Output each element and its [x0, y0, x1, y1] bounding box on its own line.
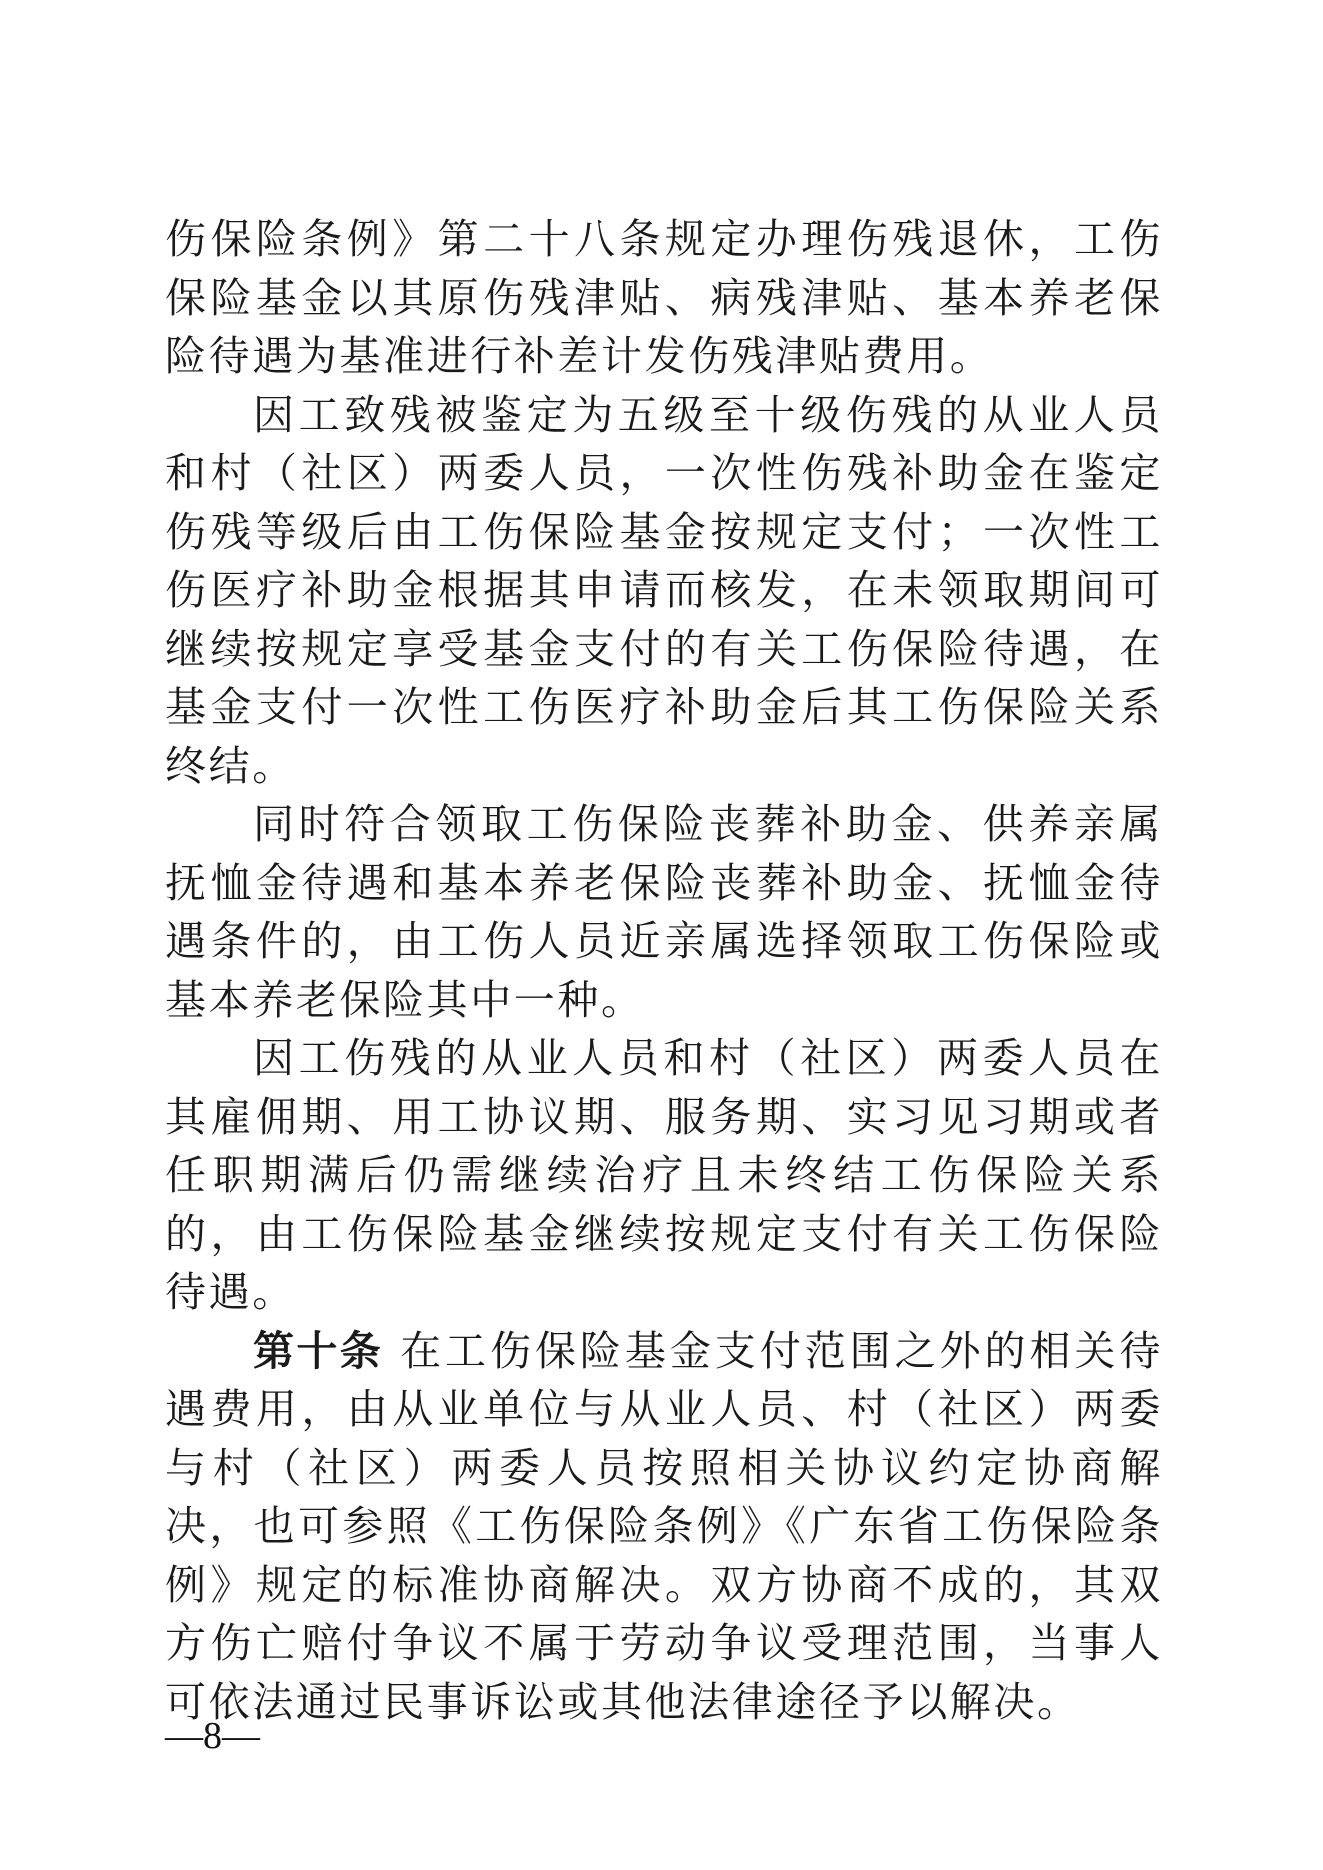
paragraph-continued-treatment — [165, 1029, 1163, 1322]
paragraph-continued-article-9 — [165, 210, 1163, 386]
document-page — [165, 210, 1163, 1731]
paragraph-text: 在工伤保险基金支付范围之外的相关待遇费用，由从业单位与从业人员、村（社区）两委与村（社区）两委人员按照相关协议约定协商解决，也可参照《工伤保险条例》《广东省工伤保险条例》规定的标准协商解决。双方协商不成的，其双方伤亡赔付争议不属于劳动争议受理范围，当事人可依法通过民事诉讼或其他法律途径予以解决。 — [165, 1326, 1163, 1726]
paragraph-text: 因工伤残的从业人员和村（社区）两委人员在其雇佣期、用工协议期、服务期、实习见习期或者任职期满后仍需继续治疗且未终结工伤保险关系的，由工伤保险基金继续按规定支付有关工伤保险待遇。 — [165, 1034, 1163, 1316]
paragraph-disability-grade-5-10 — [165, 386, 1163, 796]
paragraph-article-10 — [165, 1322, 1163, 1732]
paragraph-text: 同时符合领取工伤保险丧葬补助金、供养亲属抚恤金待遇和基本养老保险丧葬补助金、抚恤金待遇条件的，由工伤人员近亲属选择领取工伤保险或基本养老保险其中一种。 — [165, 800, 1163, 1024]
paragraph-funeral-benefit-choice — [165, 795, 1163, 1029]
page-number: —8— — [165, 1715, 260, 1757]
paragraph-text: 伤保险条例》第二十八条规定办理伤残退休，工伤保险基金以其原伤残津贴、病残津贴、基本养老保险待遇为基准进行补差计发伤残津贴费用。 — [165, 215, 1163, 380]
paragraph-text: 因工致残被鉴定为五级至十级伤残的从业人员和村（社区）两委人员，一次性伤残补助金在鉴定伤残等级后由工伤保险基金按规定支付；一次性工伤医疗补助金根据其申请而核发，在未领取期间可继续按规定享受基金支付的有关工伤保险待遇，在基金支付一次性工伤医疗补助金后其工伤保险关系终结。 — [165, 390, 1163, 790]
article-heading: 第十条 — [253, 1326, 384, 1375]
